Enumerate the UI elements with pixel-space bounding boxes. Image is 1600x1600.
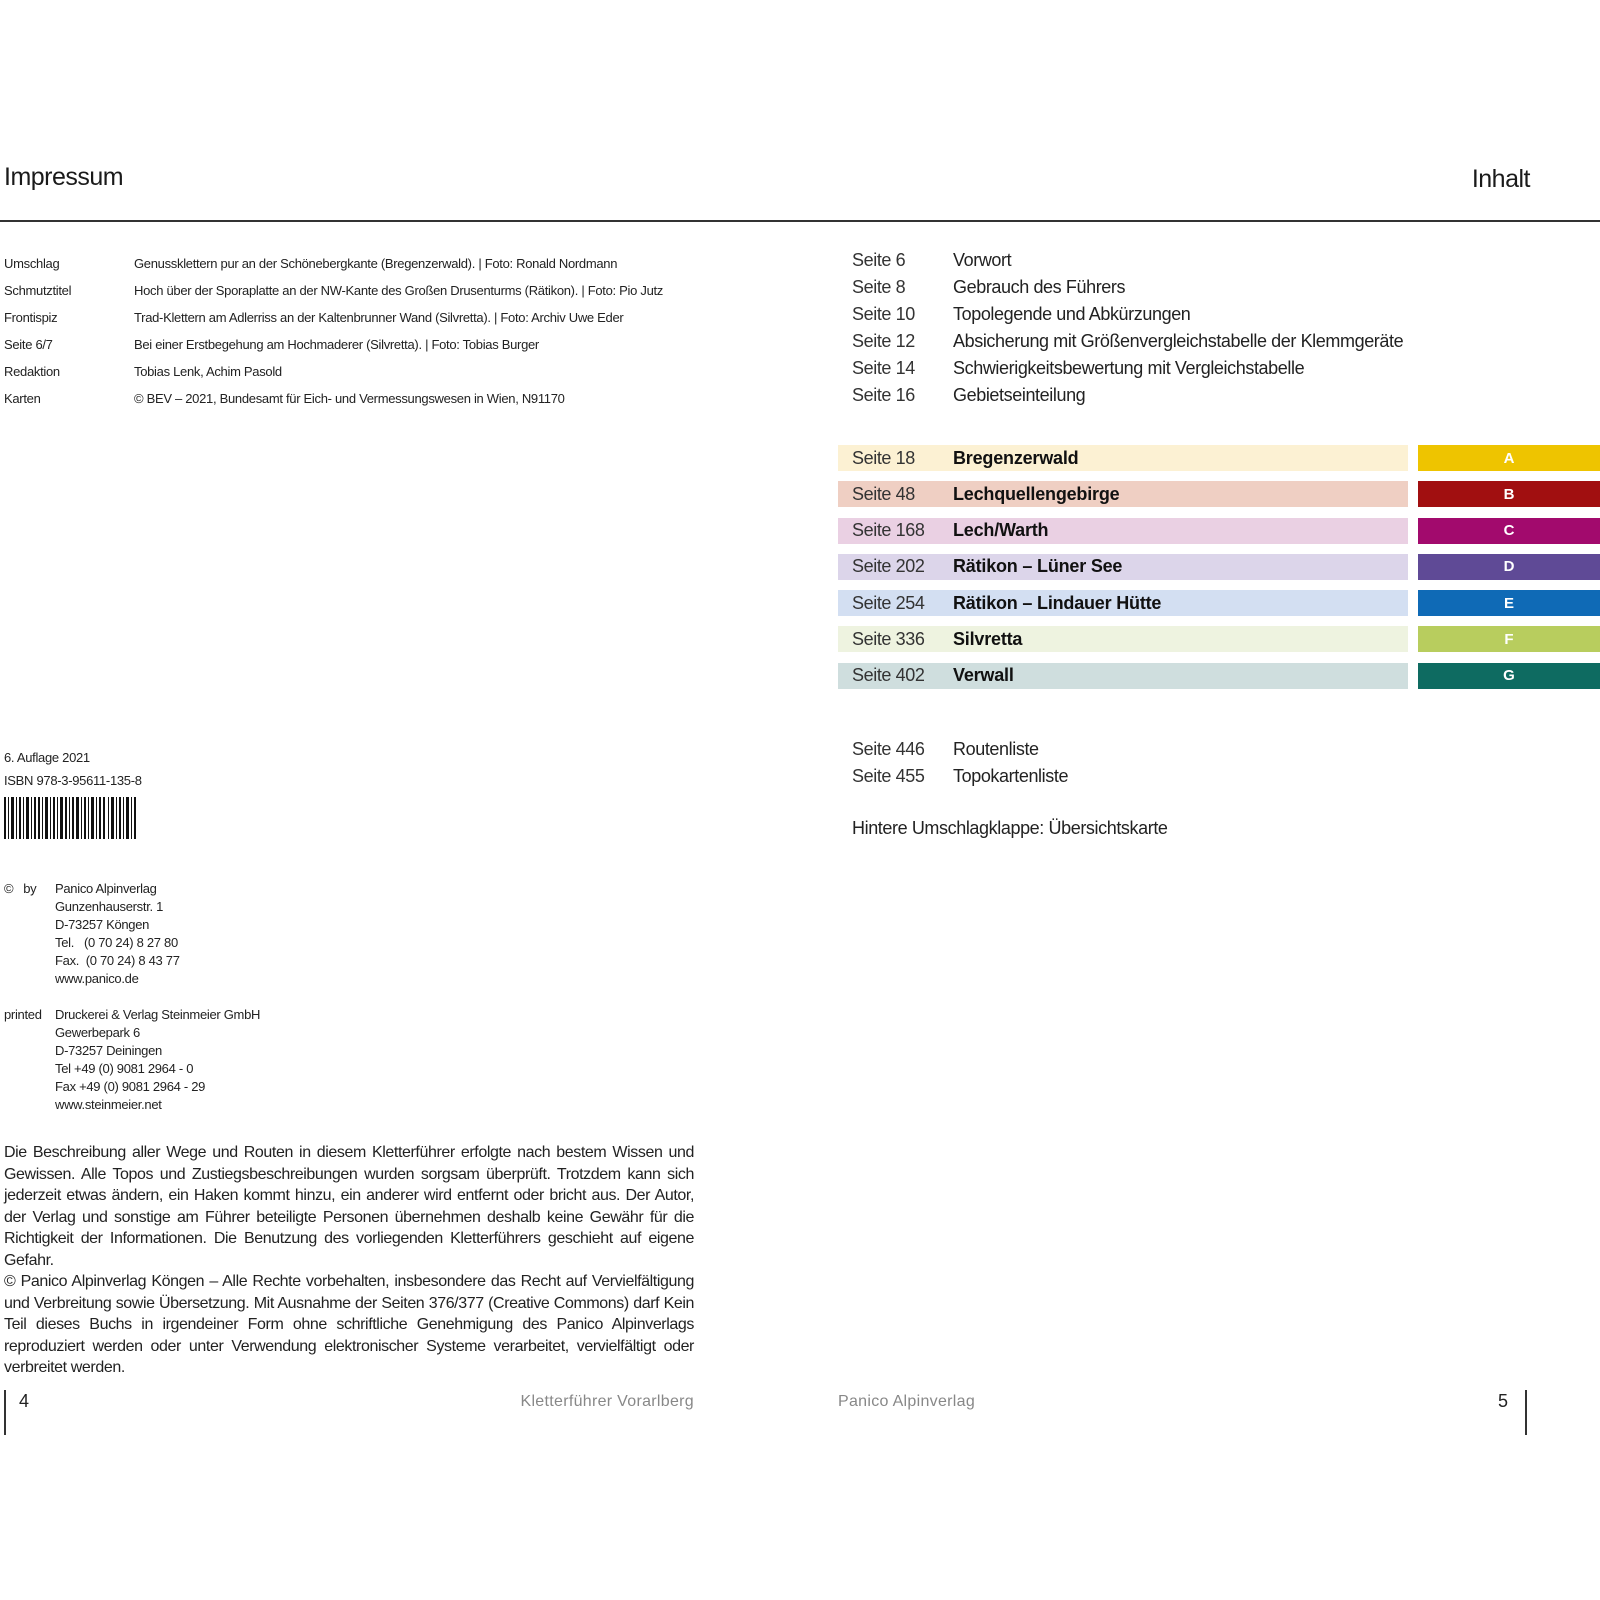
- chapter-letter-tab[interactable]: F: [1418, 626, 1600, 652]
- address-line: Druckerei & Verlag Steinmeier GmbH: [55, 1007, 261, 1022]
- toc-page-ref: Seite 16: [852, 385, 915, 405]
- credit-text: Genussklettern pur an der Schönebergkante (Bregenzerwald). | Foto: Ronald Nordmann: [134, 256, 618, 271]
- credit-label: Frontispiz: [4, 310, 58, 325]
- footer-bar-left: [4, 1390, 6, 1435]
- credits-list: [4, 250, 804, 412]
- chapter-letter-tab[interactable]: G: [1418, 663, 1600, 689]
- printer-label: printed: [4, 1007, 42, 1022]
- chapter-letter-tab[interactable]: D: [1418, 554, 1600, 580]
- credit-text: Tobias Lenk, Achim Pasold: [134, 364, 282, 379]
- header-rule: [0, 220, 1600, 222]
- publisher-address: [55, 880, 180, 988]
- credit-label: Seite 6/7: [4, 337, 53, 352]
- chapter-title: Silvretta: [953, 628, 1023, 649]
- address-line: D-73257 Deiningen: [55, 1043, 162, 1058]
- address-line: Tel. (0 70 24) 8 27 80: [55, 935, 178, 950]
- chapter-page-ref: Seite 48: [852, 483, 915, 504]
- credit-label: Karten: [4, 391, 41, 406]
- chapter-title: Rätikon – Lindauer Hütte: [953, 592, 1162, 613]
- chapter-band[interactable]: [838, 590, 1408, 616]
- toc-item-title: Topolegende und Abkürzungen: [953, 304, 1191, 324]
- page-title-inhalt: Inhalt: [1471, 165, 1530, 193]
- toc-item-title: Vorwort: [953, 250, 1012, 270]
- copyright-paragraph: © Panico Alpinverlag Köngen – Alle Rechte vorbehalten, insbesondere das Recht auf Vervielfältigung und Verbreitung sowie Übersetzung. Mit Ausnahme der Seiten 376/377 (Creative Commons) darf Kein Teil dieses Buchs in irgendeiner Form ohne schriftliche Genehmigung des Panico Alpinverlags reproduziert werden oder unter Verwendung elektronischer Systeme verarbeitet, vervielfältigt oder verbreitet werden.: [4, 1273, 694, 1376]
- chapter-page-ref: Seite 18: [852, 447, 915, 468]
- toc-item[interactable]: [852, 247, 1552, 274]
- edition-text: 6. Auflage 2021: [4, 750, 90, 765]
- credit-row: [4, 358, 804, 385]
- toc-item[interactable]: [852, 763, 1552, 790]
- chapter-list: [838, 445, 1600, 699]
- toc-item[interactable]: [852, 355, 1552, 382]
- credit-text: Trad-Klettern am Adlerriss an der Kaltenbrunner Wand (Silvretta). | Foto: Archiv Uwe Eder: [134, 310, 624, 325]
- chapter-row[interactable]: [838, 445, 1600, 471]
- credit-text: Bei einer Erstbegehung am Hochmaderer (Silvretta). | Foto: Tobias Burger: [134, 337, 539, 352]
- chapter-row[interactable]: [838, 663, 1600, 689]
- credit-row: [4, 304, 804, 331]
- page-title-impressum: Impressum: [4, 163, 124, 191]
- credit-text: © BEV – 2021, Bundesamt für Eich- und Vermessungswesen in Wien, N91170: [134, 391, 565, 406]
- page-number-right: 5: [1498, 1391, 1509, 1411]
- toc-item-title: Gebietseinteilung: [953, 385, 1086, 405]
- credit-row: [4, 331, 804, 358]
- chapter-band[interactable]: [838, 663, 1408, 689]
- credit-row: [4, 277, 804, 304]
- toc-page-ref: Seite 12: [852, 331, 915, 351]
- toc-item[interactable]: [852, 301, 1552, 328]
- printer-address: [55, 1006, 260, 1114]
- address-line: D-73257 Köngen: [55, 917, 150, 932]
- chapter-title: Rätikon – Lüner See: [953, 556, 1123, 577]
- toc-item[interactable]: [852, 736, 1552, 763]
- chapter-row[interactable]: [838, 626, 1600, 652]
- chapter-band[interactable]: [838, 626, 1408, 652]
- credit-row: [4, 385, 804, 412]
- address-line: Fax. (0 70 24) 8 43 77: [55, 953, 180, 968]
- chapter-page-ref: Seite 168: [852, 520, 925, 541]
- chapter-letter-tab[interactable]: E: [1418, 590, 1600, 616]
- credit-label: Schmutztitel: [4, 283, 72, 298]
- chapter-band[interactable]: [838, 481, 1408, 507]
- chapter-letter-tab[interactable]: B: [1418, 481, 1600, 507]
- toc-page-ref: Seite 446: [852, 739, 925, 759]
- toc-page-ref: Seite 455: [852, 766, 925, 786]
- address-line: Panico Alpinverlag: [55, 881, 157, 896]
- chapter-band[interactable]: [838, 554, 1408, 580]
- printer-website: www.steinmeier.net: [55, 1097, 162, 1112]
- barcode-icon: [4, 797, 136, 839]
- toc-page-ref: Seite 8: [852, 277, 906, 297]
- address-line: Tel +49 (0) 9081 2964 - 0: [55, 1061, 194, 1076]
- toc-item-title: Topokartenliste: [953, 766, 1069, 786]
- chapter-band[interactable]: [838, 518, 1408, 544]
- toc-intro-list: [852, 247, 1552, 409]
- toc-page-ref: Seite 10: [852, 304, 915, 324]
- toc-page-ref: Seite 6: [852, 250, 906, 270]
- chapter-page-ref: Seite 402: [852, 665, 925, 686]
- toc-item-title: Routenliste: [953, 739, 1039, 759]
- chapter-title: Lech/Warth: [953, 520, 1049, 541]
- credit-row: [4, 250, 804, 277]
- toc-appendix-list: [852, 736, 1552, 790]
- toc-item[interactable]: [852, 274, 1552, 301]
- chapter-letter-tab[interactable]: A: [1418, 445, 1600, 471]
- chapter-page-ref: Seite 202: [852, 556, 925, 577]
- chapter-row[interactable]: [838, 554, 1600, 580]
- address-line: Fax +49 (0) 9081 2964 - 29: [55, 1079, 206, 1094]
- chapter-letter-tab[interactable]: C: [1418, 518, 1600, 544]
- toc-page-ref: Seite 14: [852, 358, 915, 378]
- toc-item[interactable]: [852, 328, 1552, 355]
- chapter-band[interactable]: [838, 445, 1408, 471]
- chapter-row[interactable]: [838, 590, 1600, 616]
- publisher-label: © by: [4, 881, 37, 896]
- chapter-title: Verwall: [953, 665, 1014, 686]
- footer-bar-right: [1525, 1390, 1527, 1435]
- running-title-left: Kletterführer Vorarlberg: [520, 1393, 694, 1410]
- running-title-right: Panico Alpinverlag: [838, 1393, 976, 1410]
- chapter-title: Lechquellengebirge: [953, 483, 1120, 504]
- toc-item[interactable]: [852, 382, 1552, 409]
- disclaimer-paragraph: Die Beschreibung aller Wege und Routen in diesem Kletterführer erfolgte nach bestem Wissen und Gewissen. Alle Topos und Zustiegsbeschreibungen wurden sorgsam überprüft. Trotzdem kann sich jederzeit etwas ändern, ein Haken kommt hinzu, ein anderer wird entfernt oder bricht aus. Der Autor, der Verlag und sonstige am Führer beteiligte Personen übernehmen deshalb keine Gewähr für die Richtigkeit der Informationen. Die Benutzung des vorliegenden Kletterführers geschieht auf eigene Gefahr.: [4, 1144, 694, 1269]
- chapter-title: Bregenzerwald: [953, 447, 1079, 468]
- chapter-page-ref: Seite 336: [852, 628, 925, 649]
- chapter-row[interactable]: [838, 518, 1600, 544]
- credit-label: Redaktion: [4, 364, 60, 379]
- address-line: Gewerbepark 6: [55, 1025, 140, 1040]
- toc-item-title: Absicherung mit Größenvergleichstabelle der Klemmgeräte: [953, 331, 1404, 351]
- credit-text: Hoch über der Sporaplatte an der NW-Kante des Großen Drusenturms (Rätikon). | Foto: Pio Jutz: [134, 283, 664, 298]
- back-flap-note: Hintere Umschlagklappe: Übersichtskarte: [852, 818, 1168, 838]
- credit-label: Umschlag: [4, 256, 60, 271]
- chapter-page-ref: Seite 254: [852, 592, 925, 613]
- isbn-text: ISBN 978-3-95611-135-8: [4, 773, 142, 788]
- publisher-website: www.panico.de: [55, 971, 139, 986]
- toc-item-title: Schwierigkeitsbewertung mit Vergleichstabelle: [953, 358, 1305, 378]
- address-line: Gunzenhauserstr. 1: [55, 899, 164, 914]
- toc-item-title: Gebrauch des Führers: [953, 277, 1126, 297]
- page-number-left: 4: [19, 1391, 30, 1411]
- chapter-row[interactable]: [838, 481, 1600, 507]
